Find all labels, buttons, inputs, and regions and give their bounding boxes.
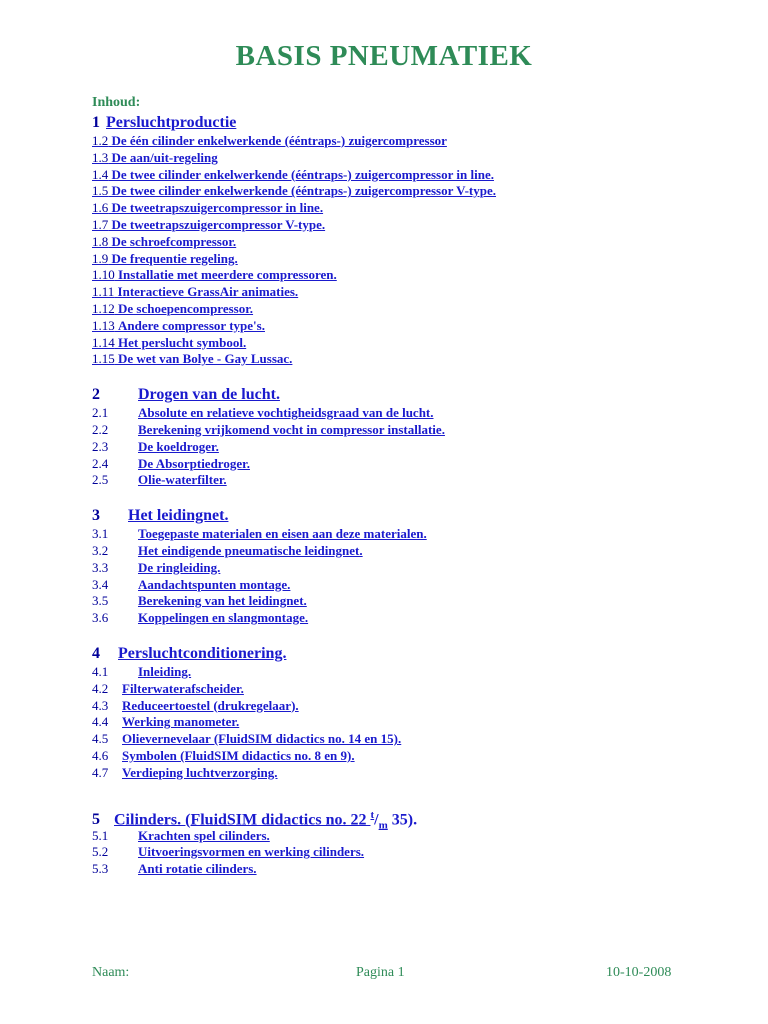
toc-item[interactable]: 3.4 Aandachtspunten montage. [92,576,291,592]
toc-item[interactable]: 5.1 Krachten spel cilinders. [92,827,270,843]
toc-item[interactable]: 1.6 De tweetrapszuigercompressor in line. [92,200,324,216]
toc-item-link[interactable]: De Absorptiedroger. [138,455,250,471]
section-link-leidingnet[interactable]: Het leidingnet. [128,507,229,525]
contents-label: Inhoud: [92,95,141,110]
section-number: 3 [92,507,100,525]
toc-item-link[interactable]: Interactieve GrassAir animaties. [117,284,299,300]
toc-item-link[interactable]: De twee cilinder enkelwerkende (ééntraps-) zuigercompressor in line. [111,166,494,182]
toc-item[interactable]: 1.11 Interactieve GrassAir animaties. [92,284,299,300]
toc-item[interactable]: 1.8 De schroefcompressor. [92,233,237,249]
toc-item-link[interactable]: Toegepaste materialen en eisen aan deze materialen. [138,526,427,542]
toc-item[interactable]: 2.4 De Absorptiedroger. [92,455,250,471]
toc-item-link[interactable]: Uitvoeringsvormen en werking cilinders. [138,844,365,860]
toc-item-link[interactable]: Filterwaterafscheider. [122,680,244,696]
section-number: 4 [92,644,100,662]
toc-item[interactable]: 1.7 De tweetrapszuigercompressor V-type. [92,216,326,232]
toc-item-link[interactable]: Olie-waterfilter. [138,472,227,488]
toc-item[interactable]: 5.3 Anti rotatie cilinders. [92,861,257,877]
section-5 [92,802,732,878]
toc-item[interactable]: 3.6 Koppelingen en slangmontage. [92,610,309,626]
section-heading[interactable] [92,802,732,832]
toc-item[interactable]: 3.2 Het eindigende pneumatische leidingnet. [92,542,363,558]
toc-item-link[interactable]: Berekening vrijkomend vocht in compressor installatie. [138,421,445,437]
section-heading[interactable] [92,506,732,526]
toc-item-link[interactable]: Het perslucht symbool. [118,334,247,350]
section-4 [92,644,732,782]
toc-item[interactable]: 4.7 Verdieping luchtverzorging. [92,764,278,780]
toc-item[interactable]: 3.3 De ringleiding. [92,559,221,575]
toc-item-link[interactable]: Verdieping luchtverzorging. [122,764,278,780]
section-link-conditionering[interactable]: Persluchtconditionering. [118,644,287,662]
section-link-drogen[interactable]: Drogen van de lucht. [138,386,280,404]
toc-item[interactable]: 1.10 Installatie met meerdere compressoren. [92,267,337,283]
toc-item-link[interactable]: De tweetrapszuigercompressor in line. [111,200,324,216]
section-heading[interactable] [92,113,732,133]
toc-item-link[interactable]: Absolute en relatieve vochtigheidsgraad van de lucht. [138,405,434,421]
section-heading[interactable] [92,644,732,664]
toc-item[interactable]: 2.1 Absolute en relatieve vochtigheidsgraad van de lucht. [92,405,434,421]
toc-item[interactable]: 4.4 Werking manometer. [92,714,240,730]
footer-page-number: Pagina 1 [356,965,405,980]
footer-date: 10-10-2008 [606,965,672,980]
toc-item[interactable]: 4.3 Reduceertoestel (drukregelaar). [92,697,299,713]
toc-item-link[interactable]: De tweetrapszuigercompressor V-type. [111,216,326,232]
table-of-contents [92,113,732,878]
toc-item-link[interactable]: Krachten spel cilinders. [138,827,270,843]
toc-item-link[interactable]: Andere compressor type's. [118,317,265,333]
toc-item[interactable]: 1.9 De frequentie regeling. [92,250,238,266]
section-number: 2 [92,386,100,404]
toc-item-link[interactable]: De ringleiding. [138,559,221,575]
toc-item-link[interactable]: De schoepencompressor. [118,300,254,316]
toc-item[interactable]: 1.4 De twee cilinder enkelwerkende (ééntraps-) zuigercompressor in line. [92,166,494,182]
toc-item-link[interactable]: Koppelingen en slangmontage. [138,610,309,626]
toc-item-link[interactable]: Symbolen (FluidSIM didactics no. 8 en 9). [122,747,355,763]
toc-item-link[interactable]: De koeldroger. [138,438,219,454]
toc-item[interactable]: 2.5 Olie-waterfilter. [92,472,227,488]
toc-item-link[interactable]: Anti rotatie cilinders. [138,861,257,877]
section-link-cilinders[interactable]: Cilinders. (FluidSIM didactics no. 22 [114,810,371,828]
toc-item-link[interactable]: De één cilinder enkelwerkende (ééntraps-) zuigercompressor [111,133,447,148]
toc-item[interactable]: 1.13 Andere compressor type's. [92,317,265,333]
toc-item[interactable]: 3.5 Berekening van het leidingnet. [92,593,307,609]
toc-item[interactable]: 4.2 Filterwaterafscheider. [92,680,244,696]
toc-item-link[interactable]: Het eindigende pneumatische leidingnet. [138,542,363,558]
toc-item-link[interactable]: De aan/uit-regeling [111,149,218,165]
toc-item[interactable]: 1.5 De twee cilinder enkelwerkende (ééntraps-) zuigercompressor V-type. [92,183,497,199]
toc-item[interactable]: 4.1 Inleiding. [92,663,192,679]
toc-item[interactable]: 1.3 De aan/uit-regeling [92,149,218,165]
document-title: BASIS PNEUMATIEK [235,40,533,72]
toc-item-link[interactable]: De wet van Bolye - Gay Lussac. [118,351,293,367]
section-3 [92,506,732,627]
toc-item[interactable]: 3.1 Toegepaste materialen en eisen aan deze materialen. [92,526,427,542]
toc-item[interactable]: 1.12 De schoepencompressor. [92,300,254,316]
toc-item[interactable]: 1.2 De één cilinder enkelwerkende (ééntraps-) zuigercompressor [92,133,447,148]
footer-name-label: Naam: [92,965,130,980]
toc-item[interactable]: 1.15 De wet van Bolye - Gay Lussac. [92,351,293,367]
toc-item-link[interactable]: De frequentie regeling. [111,250,238,266]
toc-item[interactable]: 2.2 Berekening vrijkomend vocht in compressor installatie. [92,421,445,437]
section-number: 1 [92,114,100,131]
superscript-t: t [370,808,375,821]
section-heading[interactable] [92,385,732,405]
toc-item-link[interactable]: Berekening van het leidingnet. [138,593,307,609]
toc-item-link[interactable]: Olievernevelaar (FluidSIM didactics no. 14 en 15). [122,731,402,747]
toc-item-link[interactable]: Reduceertoestel (drukregelaar). [122,697,299,713]
toc-item-link[interactable]: Installatie met meerdere compressoren. [118,267,337,283]
section-number: 5 [92,810,100,828]
toc-item-link[interactable]: Werking manometer. [122,714,240,730]
section-1 [92,113,732,368]
toc-item[interactable]: 1.14 Het perslucht symbool. [92,334,247,350]
toc-item[interactable]: 4.5 Olievernevelaar (FluidSIM didactics no. 14 en 15). [92,731,402,747]
subscript-m: m [378,819,388,832]
toc-item-link[interactable]: De twee cilinder enkelwerkende (ééntraps-) zuigercompressor V-type. [111,183,497,199]
toc-item[interactable]: 2.3 De koeldroger. [92,438,219,454]
fraction-slash: / [374,810,379,828]
section-link-persluchtproductie[interactable]: Persluchtproductie [106,114,237,131]
section-title-end: 35). [387,810,418,828]
toc-item-link[interactable]: De schroefcompressor. [111,233,237,249]
toc-item-link[interactable]: Inleiding. [138,663,192,679]
toc-item-link[interactable]: Aandachtspunten montage. [138,576,291,592]
toc-item[interactable]: 5.2 Uitvoeringsvormen en werking cilinders. [92,844,365,860]
toc-item[interactable]: 4.6 Symbolen (FluidSIM didactics no. 8 en 9). [92,747,355,763]
section-2 [92,385,732,489]
